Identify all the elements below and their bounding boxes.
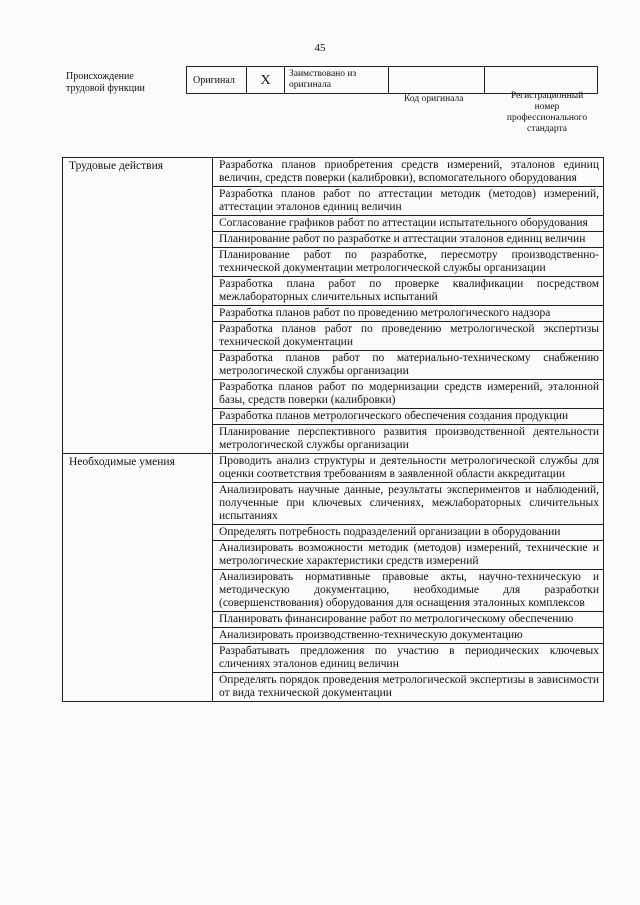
table-row: Анализировать научные данные, результаты экспериментов и наблюдений, полученные при ключевых сличениях, межлабораторных сличительных испытаниях — [213, 483, 603, 525]
reg-line2: номер — [534, 102, 560, 112]
origin-label-line1: Происхождение — [66, 71, 134, 82]
table-row: Разработка планов работ по проведению метрологической экспертизы технической документации — [213, 322, 603, 351]
table-row: Разработка планов работ по аттестации методик (методов) измерений, аттестации эталонов единиц величин — [213, 187, 603, 216]
code-label: Код оригинала — [404, 94, 464, 104]
code-cell — [389, 67, 485, 93]
reg-cell — [485, 67, 597, 93]
table-row: Планирование работ по разработке, пересмотру производственно-технической документации метрологической службы организации — [213, 248, 603, 277]
table-row: Согласование графиков работ по аттестации испытательного оборудования — [213, 216, 603, 232]
table-row: Разработка плана работ по проверке квалификации посредством межлабораторных сличительных испытаний — [213, 277, 603, 306]
origin-label-line2: трудовой функции — [66, 83, 145, 94]
original-mark-cell — [247, 67, 285, 93]
borrowed-cell — [285, 67, 389, 93]
page-number: 45 — [314, 42, 326, 54]
section-items — [213, 454, 603, 701]
table-row: Разработка планов метрологического обеспечения создания продукции — [213, 409, 603, 425]
table-row: Разрабатывать предложения по участию в периодических ключевых сличениях эталонов единиц величин — [213, 644, 603, 673]
table-row: Планировать финансирование работ по метрологическому обеспечению — [213, 612, 603, 628]
origin-label — [66, 71, 145, 95]
table-row: Разработка планов работ по материально-техническому снабжению метрологической службы организации — [213, 351, 603, 380]
main-table — [62, 157, 604, 702]
section-items — [213, 158, 603, 453]
table-row: Анализировать возможности методик (методов) измерений, технические и метрологические характеристики средств измерений — [213, 541, 603, 570]
reg-line3: профессионального — [506, 113, 588, 123]
borrowed-line1: Заимствовано из — [289, 69, 357, 79]
reg-label — [492, 91, 602, 135]
original-cell — [187, 67, 247, 93]
table-row: Определять порядок проведения метрологической экспертизы в зависимости от вида технической документации — [219, 674, 599, 699]
section-label: Необходимые умения — [63, 454, 213, 701]
original-label: Оригинал — [193, 74, 235, 86]
table-row: Разработка планов работ по модернизации средств измерений, эталонной базы, средств поверки (калибровки) — [213, 380, 603, 409]
borrowed-line2: оригинала — [289, 80, 331, 90]
section-labor-actions — [63, 158, 603, 454]
original-mark: X — [260, 72, 271, 88]
table-row: Разработка планов приобретения средств измерений, эталонов единиц величин, средств поверки (калибровки), вспомогательного оборудования — [213, 158, 603, 187]
table-row: Анализировать нормативные правовые акты, научно-техническую и методическую документацию, необходимые для разработки (совершенствования) оборудования для оснащения эталонных комплексов — [213, 570, 603, 612]
table-row: Проводить анализ структуры и деятельности метрологической службы для оценки соответствия требованиям в заявленной области аккредитации — [213, 454, 603, 483]
table-row: Определять потребность подразделений организации в оборудовании — [213, 525, 603, 541]
origin-grid — [186, 66, 598, 94]
reg-line4: стандарта — [527, 124, 567, 134]
section-required-skills — [63, 454, 603, 701]
reg-line1: Регистрационный — [510, 91, 584, 101]
table-row: Разработка планов работ по проведению метрологического надзора — [213, 306, 603, 322]
table-row: Анализировать производственно-техническую документацию — [213, 628, 603, 644]
table-row: Планирование перспективного развития производственной деятельности метрологической службы организации — [219, 426, 599, 451]
table-row: Планирование работ по разработке и аттестации эталонов единиц величин — [213, 232, 603, 248]
section-label: Трудовые действия — [63, 158, 213, 453]
